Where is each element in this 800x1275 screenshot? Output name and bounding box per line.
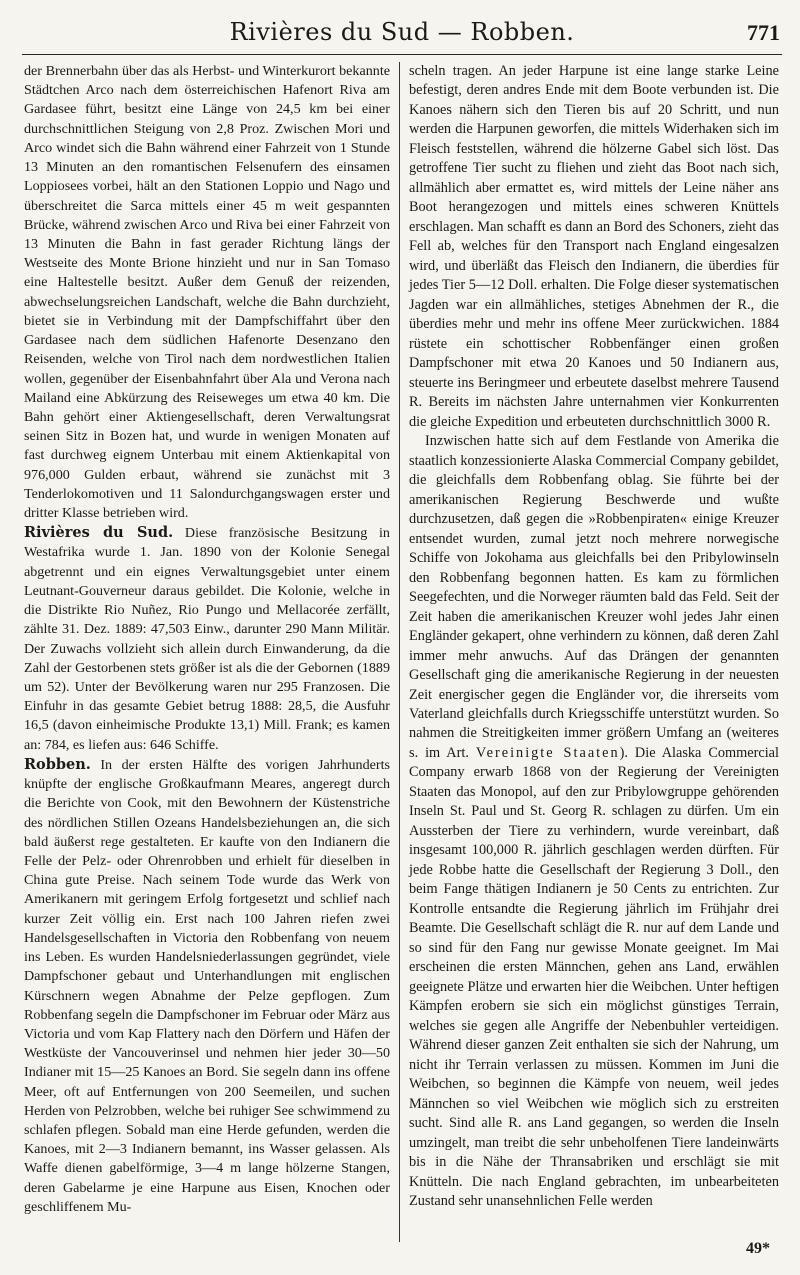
paragraph-brennerbahn: der Brennerbahn über das als Herbst- und Winterkurort bekannte Städtchen Arco nach dem österreichischen Hafenort Riva am Gardasee führt, besitzt eine Länge von 24,5 km bei einer durchschnittlichen Steigung von 2,8 Proz. Zwischen Mori und Arco windet sich die Bahn während einer Fahrzeit von 1 Stunde 13 Minuten an den romantischen Felsenufern des einsamen Loppiosees vorbei, hält an den Stationen Loppio und Nago und überschreitet die Sarca mittels einer 45 m weit gespannten Brücke, während zwischen Arco und Riva bei einer Fahrzeit von 13 Minuten die Bahn in fast gerader Richtung längs der Westseite des Monte Brione hinzieht und nur in San Tomaso eine Haltestelle besitzt. Außer dem Genuß der reizenden, abwechselungsreichen Landschaft, welche die Bahn durchzieht, bietet sie in Verbindung mit der Dampfschiffahrt über den Gardasee nach dem südlichen Hafenorte Desenzano den Reisenden, welche von Tirol nach dem nordwestlichen Italien wollen, gegenüber der Eisenbahnfahrt über Ala und Verona nach Mailand eine Abkürzung des Reiseweges um etwa 40 km. Die Bahn gehört einer Aktiengesellschaft, deren Verwaltungsrat seinen Sitz in Bozen hat, und wurde in wenigen Monaten auf fast durchweg eignem Unterbau mit einem Aktienkapital von 976,000 Gulden erbaut, während sie zunächst mit 3 Tenderlokomotiven und 11 Salondurchgangswagen erster und dritter Klasse betrieben wird. [24,63,390,522]
entry-rivieres-du-sud [24,523,390,755]
paragraph-harpune: scheln tragen. An jeder Harpune ist eine lange starke Leine befestigt, deren andres Ende mit dem Boote verbunden ist. Die Kanoes nähern sich den Tieren bis auf 20 Schritt, und nun werden die Harpunen geworfen, die mittels Widerhaken sich im Fleisch feststellen, während die hölzerne Gabel sich löst. Das getroffene Tier sucht zu fliehen und zieht das Boot nach sich, allmählich aber ermattet es, wird mittels der Leine näher ans Boot herangezogen und mittels eines schweren Knüttels erschlagen. Man schafft es dann an Bord des Schoners, zieht das Fell ab, welches für den Transport nach England eingesalzen wird, und überläßt das Fleisch den Indianern, die überdies für jedes Tier 5—12 Doll. erhalten. Die Folge dieser systematischen Jagden war ein allmähliches, stetiges Abnehmen der R., die überdies mehr und mehr ins offene Meer zurückwichen. 1884 rüstete ein schottischer Robbenfänger einen großen Dampfschoner mit etwa 20 Kanoes und 50 Indianern aus, steuerte ins Beringmeer und erbeutete daselbst mehrere Tausend R. Bereits im nächsten Jahre unternahmen vier Konkurrenten die gleiche Expedition und erbeuteten durchschnittlich 3000 R. [409,63,779,430]
right-column [409,62,779,1212]
column-divider [399,62,400,1242]
running-header [22,14,782,55]
cross-reference: Vereinigte Staaten [475,744,620,761]
left-column [24,62,390,1217]
alaska-text: Inzwischen hatte sich auf dem Festlande von Amerika die staatlich konzessionierte Alaska Commercial Company gebildet, die gleichfalls dem Robbenfang oblag. Sie führte bei der amerikanischen Regierung Beschwerde und wußte durchzusetzen, daß gegen die »Robbenpiraten« einige Kreuzer entsendet wurden, zumal jetzt noch mehrere norwegische Schiffe von Jokohama aus gleichfalls bei den Pribylowinseln den Robbenfang begonnen hatten. Es kam zu förmlichen Seegefechten, und die Norweger räumten bald das Feld. Seit der Zeit haben die amerikanischen Kreuzer wohl jedes Jahr einen Engländer gekapert, ohne verhindern zu können, daß deren Zahl immer mehr anwuchs. Auf das Drängen der genannten Gesellschaft ging die amerikanische Regierung in der neuesten Zeit energischer gegen die Engländer vor, die ihrerseits vom Vaterland gleichfalls durch Kriegsschiffe unterstützt wurden. So nahmen die Streitigkeiten immer größern Umfang an (weiteres s. im Art. [409,433,779,761]
signature-mark: 49* [746,1240,770,1257]
alaska-text-end: ). Die Alaska Commercial Company erwarb 1868 von der Regierung der Vereinigten Staaten das Monopol, auf den zur Pribylowgruppe gehörenden Inseln St. Paul und St. Georg R. schlagen zu dürfen. Um ein Aussterben der Tiere zu verhindern, wurde vereinbart, daß insgesamt 100,000 R. jährlich geschlagen werden dürften. Für jede Robbe hatte die Gesellschaft der Regierung 3 Doll., den beim Fange thätigen Indianern je 50 Cents zu entrichten. Zur Kontrolle entsandte die Regierung jährlich im Frühjahr drei Beamte. Die Gesellschaft schlägt die R. nur auf dem Lande und so sind für den Fang nur gewisse Monate geeignet. Im Mai erscheinen die ersten Männchen, gehen ans Land, erwählen geeignete Plätze und erwarten hier die Weibchen. Unter heftigen Kämpfen erobern sie sich ein möglichst günstiges Terrain, welches sie gegen alle Angriffe der Nebenbuhler verteidigen. Während dieser ganzen Zeit enthalten sie sich der Nahrung, um nicht ihr Terrain verlassen zu müssen. Kommen im Juni die Weibchen, so beginnen die Kämpfe von neuem, weil jedes Männchen so viel Weibchen wie möglich sich zu erstreiten sucht. Sind alle R. ans Land gegangen, so werden die Inseln umzingelt, man treibt die sehr unbeholfenen Tiere landeinwärts bis in die Nähe der Thransabriken und erschlägt sie mit Knütteln. Die nach England gebrachten, im unbearbeiteten Zustand sehr unansehnlichen Felle werden [409,744,779,1210]
entry-rivieres-text: Diese französische Besitzung in Westafrika wurde 1. Jan. 1890 von der Kolonie Senegal abgetrennt und ein eignes Verwaltungsgebiet unter einem Leutnant-Gouverneur daraus gebildet. Die Kolonie, welche in die Distrikte Rio Nuñez, Rio Pungo und Mellacorée zerfällt, zählte 31. Dez. 1889: 47,503 Einw., darunter 290 Mann Militär. Der Zuwachs vollzieht sich allein durch Einwanderung, da die Zahl der Gestorbenen stets größer ist als die der Gebornen (1889 um 52). Unter der Bevölkerung waren nur 295 Franzosen. Die Einfuhr in das gesamte Gebiet betrug 1888: 28,5, die Ausfuhr 16,5 (davon einheimische Produkte 13,1) Mill. Frank; es kamen an: 784, es liefen aus: 646 Schiffe. [24,525,390,753]
page-number: 771 [747,20,780,45]
lemma-robben: Robben. [24,755,91,773]
entry-robben [24,755,390,1217]
entry-robben-text: In der ersten Hälfte des vorigen Jahrhunderts knüpfte der englische Großkaufmann Meares, angeregt durch die Berichte von Cook, mit den Bewohnern der Küstenstriche des nördlichen Stillen Ozeans Handelsbeziehungen an, die sich bald äußerst rege gestalteten. Er kaufte von den Indianern die Felle der Pelz- oder Ohrenrobben und erhielt für dieselben in China gute Preise. Nach seinem Tode wurde das Werk von Amerikanern mit geringem Erfolg fortgesetzt und schlief nach kurzer Zeit völlig ein. Erst nach 100 Jahren riefen zwei Handelsgesellschaften in Victoria den Robbenfang von neuem ins Leben. Es wurden Handelsniederlassungen gegründet, viele Dampfschoner gebaut und Unterhandlungen mit englischen Kürschnern wegen Abnahme der Pelze gepflogen. Zum Robbenfang segeln die Dampfschoner im Februar oder März aus Victoria und vom Kap Flattery nach den Dörfern und Häfen der Westküste der Vancouverinsel und nehmen hier jeder 30—50 Indianer mit 15—25 Kanoes an Bord. Sie segeln dann ins offene Meer, oft auf Entfernungen von 200 Seemeilen, und suchen Herden von Pelzrobben, welche bei ruhiger See schwimmend zu schlafen pflegen. Sobald man eine Herde gefunden, werden die Kanoes, mit 2—3 Indianern bemannt, ins Wasser gelassen. Als Waffe dienen gabelförmige, 3—4 m lange hölzerne Stangen, deren Gabelarme je eine Harpune aus Eisen, Knochen oder geschliffenem Mu- [24,756,390,1215]
lemma-rivieres-du-sud: Rivières du Sud. [24,524,174,542]
header-title: Rivières du Sud — Robben. [229,18,575,46]
paragraph-alaska-company [409,432,779,1211]
